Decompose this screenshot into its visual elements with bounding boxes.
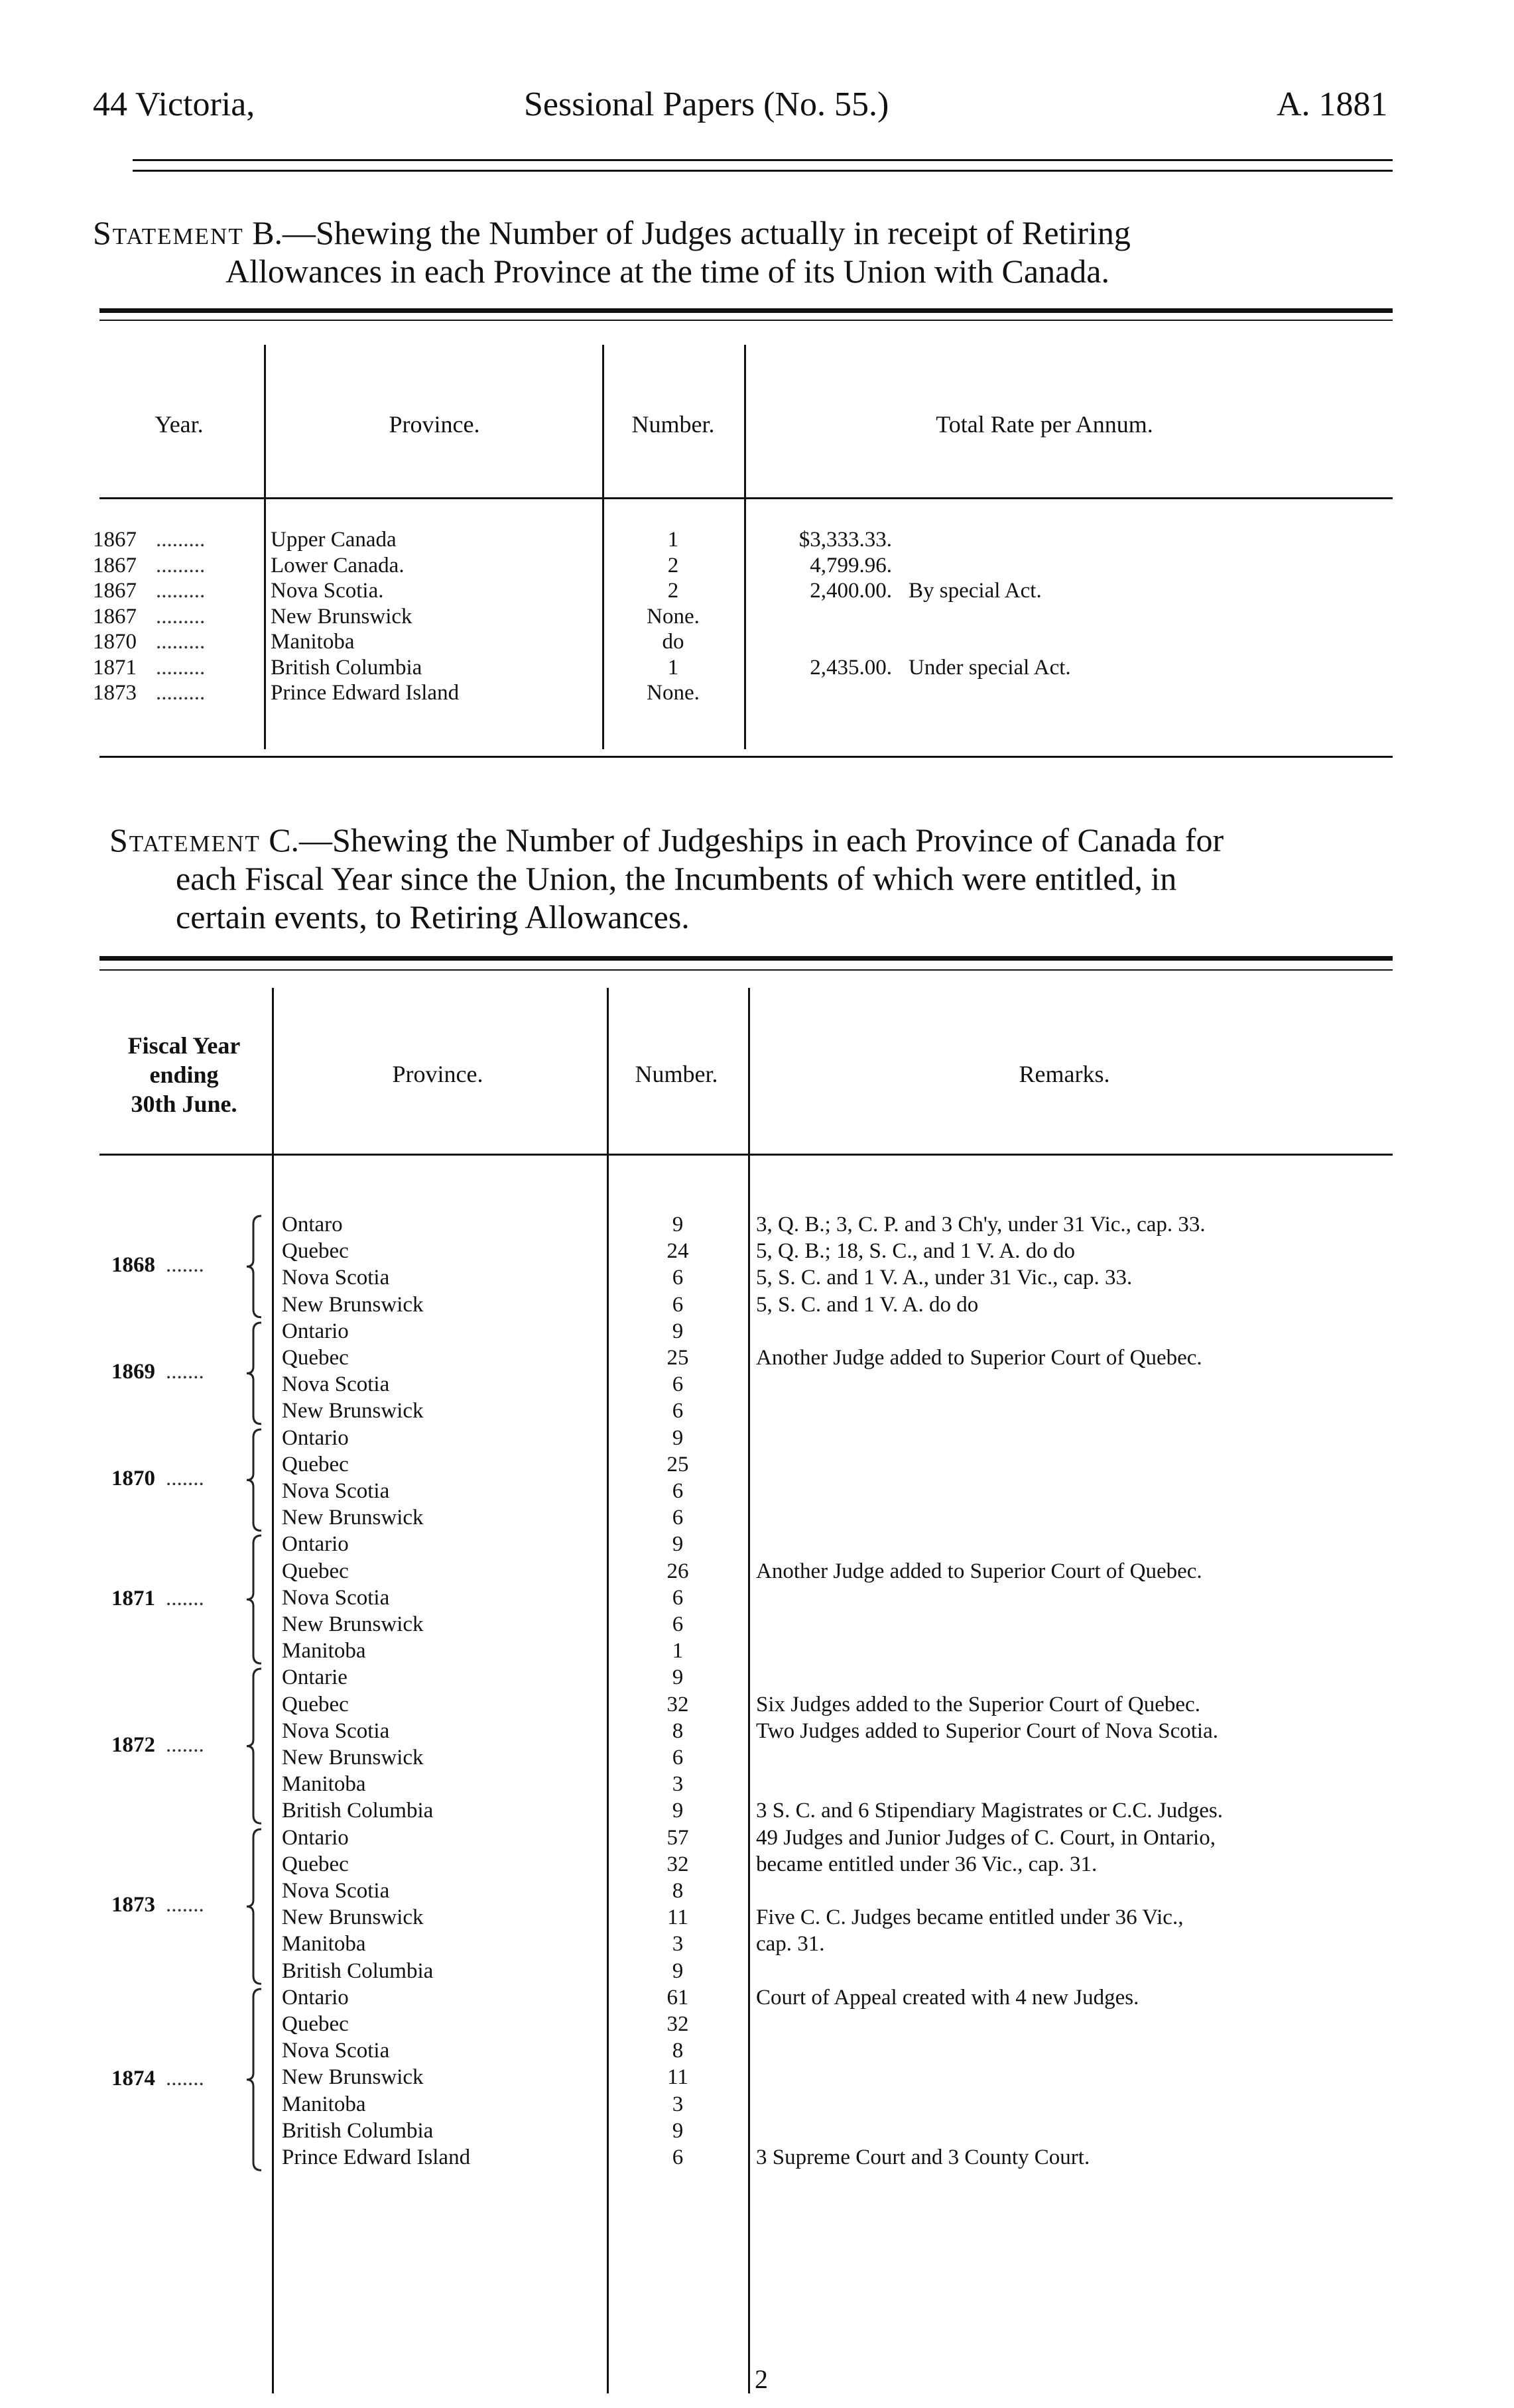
statement-b-province: New Brunswick xyxy=(271,604,412,629)
statement-c-vline-2 xyxy=(607,988,609,2393)
page-number: 2 xyxy=(755,2364,768,2394)
statement-c-province: Quebec xyxy=(282,1852,349,1876)
statement-c-province: Nova Scotia xyxy=(282,2039,390,2063)
statement-b-year-leader: ......... xyxy=(156,655,206,680)
statement-c-province: Ontario xyxy=(282,1532,349,1557)
brace-icon xyxy=(245,1215,265,1319)
statement-b-year: 1867 xyxy=(93,579,137,603)
statement-c-fiscal-leader: ....... xyxy=(166,2066,204,2090)
statement-c-number: 3 xyxy=(672,1772,684,1797)
statement-b-year: 1867 xyxy=(93,604,137,629)
statement-b-rule-thin xyxy=(99,320,1393,321)
statement-c-province: New Brunswick xyxy=(282,1292,424,1317)
statement-c-province: Ontario xyxy=(282,1985,349,2010)
statement-b-year: 1867 xyxy=(93,553,137,577)
statement-c-number: 32 xyxy=(666,1692,689,1716)
statement-b-header-rule xyxy=(99,497,1393,499)
statement-c-province: New Brunswick xyxy=(282,1506,424,1530)
statement-c-number: 8 xyxy=(672,1879,684,1903)
statement-c-remark: Six Judges added to the Superior Court of Quebec. xyxy=(756,1692,1200,1716)
statement-b-rate: 2,400.00. xyxy=(810,579,892,603)
statement-c-province: Nova Scotia xyxy=(282,1879,390,1903)
statement-c-number: 6 xyxy=(672,1479,684,1503)
statement-b-province: Upper Canada xyxy=(271,528,397,552)
statement-c-col-remarks: Remarks. xyxy=(1019,1061,1110,1087)
statement-b-province: Nova Scotia. xyxy=(271,579,384,603)
statement-b-vline-1 xyxy=(264,345,266,749)
statement-b-number: None. xyxy=(647,604,700,629)
statement-c-province: Manitoba xyxy=(282,1772,366,1797)
statement-c-province: Nova Scotia xyxy=(282,1266,390,1290)
statement-b-year-leader: ......... xyxy=(156,528,206,552)
statement-c-col-fiscal-l3: 30th June. xyxy=(131,1091,237,1117)
header-left: 44 Victoria, xyxy=(93,86,255,123)
statement-b-rate: $3,333.33. xyxy=(798,528,892,552)
statement-c-remark: 3 S. C. and 6 Stipendiary Magistrates or C.C. Judges. xyxy=(756,1799,1223,1823)
statement-b-col-province: Province. xyxy=(389,411,480,438)
statement-c-province: Manitoba xyxy=(282,1639,366,1663)
brace-icon xyxy=(245,1667,265,1825)
statement-c-number: 9 xyxy=(672,2118,684,2143)
statement-c-number: 11 xyxy=(667,1905,688,1930)
statement-c-rule-thin xyxy=(99,969,1393,971)
statement-c-number: 9 xyxy=(672,1319,684,1343)
statement-c-fiscal-leader: ....... xyxy=(166,1586,204,1610)
statement-c-province: Manitoba xyxy=(282,2092,366,2116)
statement-c-number: 6 xyxy=(672,1612,684,1636)
statement-c-province: Nova Scotia xyxy=(282,1718,390,1743)
statement-c-title-line1: C.—Shewing the Number of Judgeships in each Province of Canada for xyxy=(269,821,1224,859)
statement-c-number: 24 xyxy=(666,1239,689,1264)
statement-b-year: 1873 xyxy=(93,681,137,705)
statement-c-col-fiscal xyxy=(99,1031,269,1118)
statement-c-remark: Five C. C. Judges became entitled under 36 Vic., xyxy=(756,1905,1184,1930)
statement-c-number: 6 xyxy=(672,1746,684,1770)
statement-c-remark: Two Judges added to Superior Court of Nova Scotia. xyxy=(756,1718,1218,1743)
statement-b-vline-2 xyxy=(602,345,604,749)
statement-c-fiscal-year: 1869 xyxy=(111,1360,155,1384)
statement-c-province: Quebec xyxy=(282,1692,349,1716)
statement-c-number: 6 xyxy=(672,2145,684,2169)
statement-c-number: 8 xyxy=(672,1718,684,1743)
header-right: A. 1881 xyxy=(1277,86,1388,123)
statement-b-year: 1867 xyxy=(93,528,137,552)
statement-c-number: 6 xyxy=(672,1506,684,1530)
statement-c-province: Ontario xyxy=(282,1319,349,1343)
statement-b-vline-3 xyxy=(744,345,746,749)
brace-icon xyxy=(245,1428,265,1532)
statement-b-year-leader: ......... xyxy=(156,681,206,705)
statement-c-remark: 3, Q. B.; 3, C. P. and 3 Ch'y, under 31 Vic., cap. 33. xyxy=(756,1213,1206,1236)
statement-c-number: 25 xyxy=(666,1346,689,1370)
statement-c-number: 9 xyxy=(672,1799,684,1823)
statement-c-fiscal-leader: ....... xyxy=(166,1467,204,1490)
statement-c-remark: Court of Appeal created with 4 new Judges. xyxy=(756,1985,1139,2010)
brace-icon xyxy=(245,1321,265,1425)
statement-b-col-number: Number. xyxy=(631,411,715,438)
statement-c-fiscal-leader: ....... xyxy=(166,1253,204,1278)
statement-b-rate: 4,799.96. xyxy=(810,553,892,577)
statement-c-title xyxy=(109,821,1436,936)
statement-c-col-fiscal-l2: ending xyxy=(149,1061,219,1088)
statement-c-number: 1 xyxy=(672,1639,684,1663)
statement-c-province: Quebec xyxy=(282,1559,349,1583)
statement-b-year-leader: ......... xyxy=(156,630,206,654)
statement-c-province: Quebec xyxy=(282,1239,349,1264)
statement-c-number: 6 xyxy=(672,1399,684,1423)
statement-b-number: None. xyxy=(647,681,700,705)
statement-c-province: Nova Scotia xyxy=(282,1372,390,1397)
statement-c-fiscal-leader: ....... xyxy=(166,1893,204,1917)
statement-c-fiscal-year: 1872 xyxy=(111,1733,155,1757)
statement-c-province: New Brunswick xyxy=(282,1612,424,1636)
statement-b-number: do xyxy=(662,630,684,654)
statement-c-remark: cap. 31. xyxy=(756,1932,825,1957)
statement-b-number: 2 xyxy=(667,579,679,603)
statement-c-fiscal-year: 1874 xyxy=(111,2066,155,2090)
statement-c-province: New Brunswick xyxy=(282,1905,424,1930)
statement-c-fiscal-leader: ....... xyxy=(166,1733,204,1757)
statement-c-province: Manitoba xyxy=(282,1932,366,1957)
statement-c-number: 9 xyxy=(672,1425,684,1450)
header-center: Sessional Papers (No. 55.) xyxy=(524,86,889,123)
statement-c-remark: 5, Q. B.; 18, S. C., and 1 V. A. do do xyxy=(756,1239,1076,1264)
statement-c-remark: 5, S. C. and 1 V. A., under 31 Vic., cap. 33. xyxy=(756,1266,1133,1290)
statement-b-remark: By special Act. xyxy=(909,579,1042,603)
header-rule-bottom xyxy=(133,170,1393,172)
statement-b-number: 1 xyxy=(667,655,679,680)
statement-b-bottom-rule xyxy=(99,756,1393,758)
statement-b-year-leader: ......... xyxy=(156,579,206,603)
statement-c-province: Ontario xyxy=(282,1825,349,1850)
statement-c-col-province: Province. xyxy=(392,1061,483,1087)
statement-c-province: New Brunswick xyxy=(282,2065,424,2090)
statement-c-province: British Columbia xyxy=(282,1799,434,1823)
statement-b-province: Prince Edward Island xyxy=(271,681,460,705)
statement-c-vline-1 xyxy=(272,988,274,2393)
statement-c-number: 6 xyxy=(672,1266,684,1290)
statement-c-fiscal-leader: ....... xyxy=(166,1360,204,1384)
statement-b-rate: 2,435.00. xyxy=(810,655,892,680)
statement-b-title xyxy=(93,213,1419,290)
statement-c-province: Ontario xyxy=(282,1425,349,1450)
statement-b-year-leader: ......... xyxy=(156,553,206,577)
statement-c-col-fiscal-l1: Fiscal Year xyxy=(127,1032,241,1059)
statement-b-year: 1871 xyxy=(93,655,137,680)
statement-c-number: 9 xyxy=(672,1958,684,1983)
statement-b-year-leader: ......... xyxy=(156,604,206,629)
statement-c-province: New Brunswick xyxy=(282,1746,424,1770)
statement-b-col-year: Year. xyxy=(155,411,204,438)
statement-c-rule-thick xyxy=(99,956,1393,961)
statement-c-number: 9 xyxy=(672,1532,684,1557)
statement-c-number: 6 xyxy=(672,1372,684,1397)
statement-c-province: Prince Edward Island xyxy=(282,2145,471,2169)
statement-c-number: 6 xyxy=(672,1585,684,1610)
statement-c-fiscal-year: 1870 xyxy=(111,1467,155,1490)
statement-c-number: 8 xyxy=(672,2039,684,2063)
statement-c-number: 11 xyxy=(667,2065,688,2090)
statement-c-number: 6 xyxy=(672,1292,684,1317)
statement-c-fiscal-year: 1868 xyxy=(111,1253,155,1278)
statement-c-province: British Columbia xyxy=(282,2118,434,2143)
statement-c-number: 25 xyxy=(666,1452,689,1476)
statement-c-province: Ontarie xyxy=(282,1665,347,1690)
statement-b-rule-thick xyxy=(99,308,1393,313)
statement-c-province: Quebec xyxy=(282,1452,349,1476)
statement-b-province: Lower Canada. xyxy=(271,553,405,577)
statement-c-remark: 3 Supreme Court and 3 County Court. xyxy=(756,2145,1090,2169)
statement-c-province: Quebec xyxy=(282,2012,349,2036)
statement-c-title-line3: certain events, to Retiring Allowances. xyxy=(176,898,690,935)
statement-c-number: 32 xyxy=(666,1852,689,1876)
statement-c-lead: Statement xyxy=(109,821,261,859)
statement-c-vline-3 xyxy=(748,988,750,2393)
statement-c-number: 3 xyxy=(672,1932,684,1957)
statement-b-title-line1: B.—Shewing the Number of Judges actually in receipt of Retiring xyxy=(252,214,1131,251)
statement-c-number: 9 xyxy=(672,1213,684,1236)
brace-icon xyxy=(245,1988,265,2171)
statement-b-year: 1870 xyxy=(93,630,137,654)
statement-c-fiscal-year: 1873 xyxy=(111,1893,155,1917)
statement-b-province: British Columbia xyxy=(271,655,422,680)
statement-c-remark: became entitled under 36 Vic., cap. 31. xyxy=(756,1852,1098,1876)
statement-b-province: Manitoba xyxy=(271,630,355,654)
statement-c-remark: Another Judge added to Superior Court of Quebec. xyxy=(756,1559,1202,1583)
statement-c-province: Ontaro xyxy=(282,1213,343,1236)
statement-b-remark: Under special Act. xyxy=(909,655,1071,680)
statement-b-title-line2: Allowances in each Province at the time of its Union with Canada. xyxy=(225,253,1109,290)
statement-c-header-rule xyxy=(99,1154,1393,1156)
statement-c-number: 61 xyxy=(666,1985,689,2010)
statement-c-province: British Columbia xyxy=(282,1958,434,1983)
statement-b-number: 1 xyxy=(667,528,679,552)
brace-icon xyxy=(245,1828,265,1985)
header-rule-top xyxy=(133,159,1393,161)
statement-b-col-rate: Total Rate per Annum. xyxy=(936,411,1153,438)
statement-c-remark: 5, S. C. and 1 V. A. do do xyxy=(756,1292,979,1317)
statement-c-remark: 49 Judges and Junior Judges of C. Court, in Ontario, xyxy=(756,1825,1216,1850)
statement-c-number: 26 xyxy=(666,1559,689,1583)
statement-c-province: Nova Scotia xyxy=(282,1585,390,1610)
brace-icon xyxy=(245,1534,265,1665)
statement-c-col-number: Number. xyxy=(635,1061,718,1087)
statement-c-number: 57 xyxy=(666,1825,689,1850)
statement-c-title-line2: each Fiscal Year since the Union, the Incumbents of which were entitled, in xyxy=(176,860,1177,897)
statement-c-remark: Another Judge added to Superior Court of Quebec. xyxy=(756,1346,1202,1370)
statement-c-province: Nova Scotia xyxy=(282,1479,390,1503)
statement-c-province: New Brunswick xyxy=(282,1399,424,1423)
statement-c-number: 9 xyxy=(672,1665,684,1690)
statement-b-lead: Statement xyxy=(93,214,244,251)
statement-c-number: 32 xyxy=(666,2012,689,2036)
statement-c-province: Quebec xyxy=(282,1346,349,1370)
statement-c-number: 3 xyxy=(672,2092,684,2116)
statement-c-fiscal-year: 1871 xyxy=(111,1586,155,1610)
statement-b-number: 2 xyxy=(667,553,679,577)
